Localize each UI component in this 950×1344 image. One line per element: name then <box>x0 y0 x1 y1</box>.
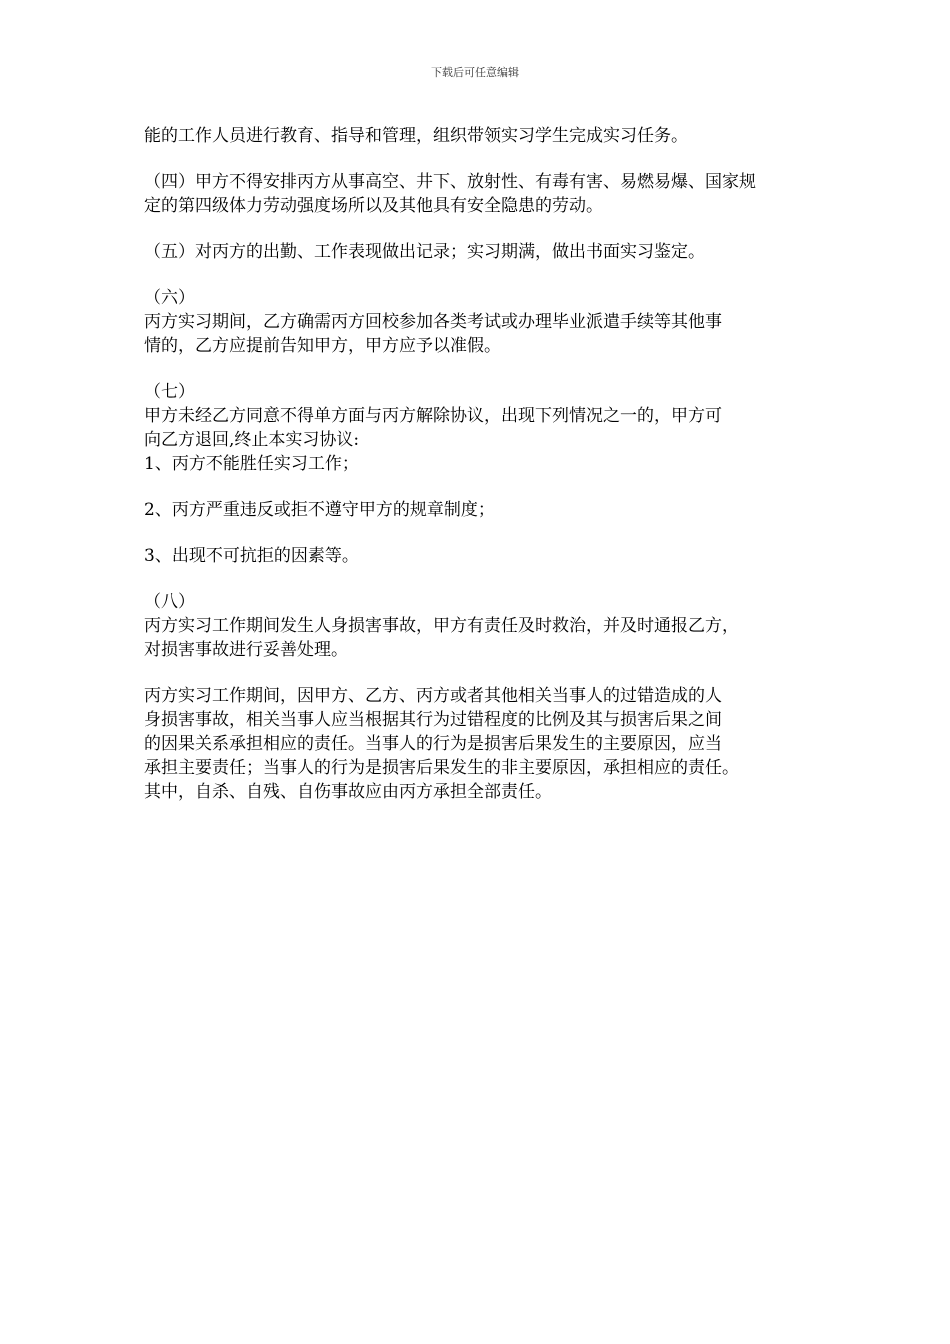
header-note: 下载后可任意编辑 <box>431 66 519 79</box>
paragraph-clause-4 <box>144 170 824 218</box>
paragraph-clause-8 <box>144 590 824 662</box>
text-line: （五）对丙方的出勤、工作表现做出记录；实习期满，做出书面实习鉴定。 <box>144 242 705 262</box>
text-line: 承担主要责任；当事人的行为是损害后果发生的非主要原因，承担相应的责任。 <box>144 758 739 778</box>
paragraph-liability <box>144 684 824 804</box>
text-line: 定的第四级体力劳动强度场所以及其他具有安全隐患的劳动。 <box>144 196 603 216</box>
text-line: 能的工作人员进行教育、指导和管理，组织带领实习学生完成实习任务。 <box>144 126 688 146</box>
text-line: 其中，自杀、自残、自伤事故应由丙方承担全部责任。 <box>144 782 552 802</box>
document-body <box>144 124 824 826</box>
paragraph-1 <box>144 124 824 148</box>
text-line: 丙方实习工作期间，因甲方、乙方、丙方或者其他相关当事人的过错造成的人 <box>144 686 722 706</box>
text-line: 丙方实习期间，乙方确需丙方回校参加各类考试或办理毕业派遣手续等其他事 <box>144 312 722 332</box>
text-line: 对损害事故进行妥善处理。 <box>144 640 348 660</box>
list-item: 3、出现不可抗拒的因素等。 <box>144 546 359 566</box>
list-item: 2、丙方严重违反或拒不遵守甲方的规章制度； <box>144 500 495 520</box>
clause-heading: （八） <box>144 592 195 612</box>
paragraph-clause-6 <box>144 286 824 358</box>
paragraph-list-item-3 <box>144 544 824 568</box>
paragraph-clause-7 <box>144 380 824 476</box>
clause-heading: （七） <box>144 382 195 402</box>
clause-heading: （六） <box>144 288 195 308</box>
paragraph-list-item-2 <box>144 498 824 522</box>
text-line: （四）甲方不得安排丙方从事高空、井下、放射性、有毒有害、易燃易爆、国家规 <box>144 172 756 192</box>
text-line: 身损害事故，相关当事人应当根据其行为过错程度的比例及其与损害后果之间 <box>144 710 722 730</box>
text-line: 丙方实习工作期间发生人身损害事故，甲方有责任及时救治，并及时通报乙方， <box>144 616 739 636</box>
text-line: 向乙方退回,终止本实习协议: <box>144 430 360 450</box>
list-item: 1、丙方不能胜任实习工作； <box>144 454 359 474</box>
paragraph-clause-5 <box>144 240 824 264</box>
text-line: 甲方未经乙方同意不得单方面与丙方解除协议，出现下列情况之一的，甲方可 <box>144 406 722 426</box>
text-line: 的因果关系承担相应的责任。当事人的行为是损害后果发生的主要原因，应当 <box>144 734 722 754</box>
text-line: 情的，乙方应提前告知甲方，甲方应予以准假。 <box>144 336 501 356</box>
